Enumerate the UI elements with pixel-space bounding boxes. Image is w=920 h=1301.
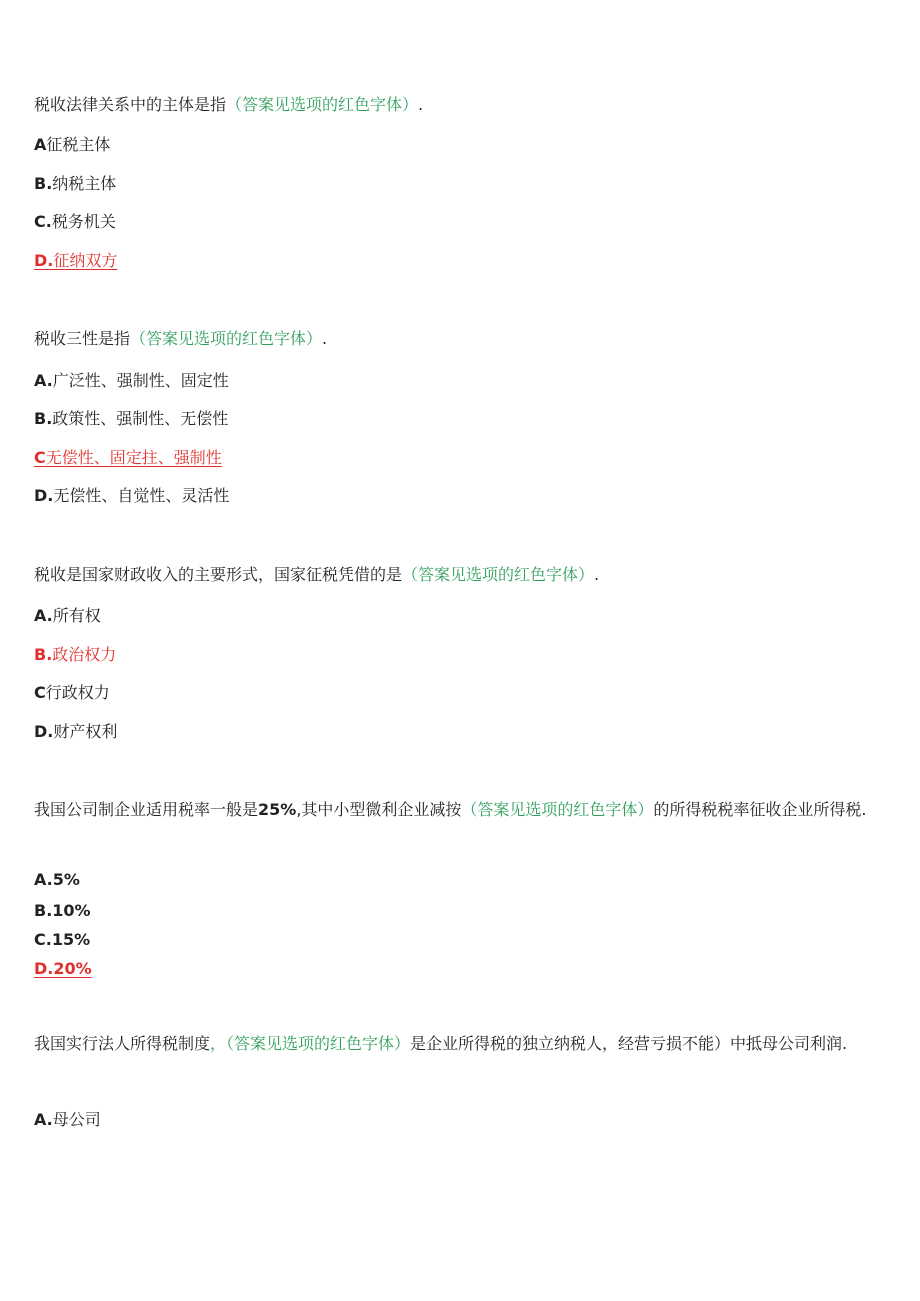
question-3-option-a: A.所有权 bbox=[34, 606, 101, 625]
question-2-option-c-correct: C无偿性、固定拄、强制性 bbox=[34, 448, 222, 467]
question-2-option-b: B.政策性、强制性、无偿性 bbox=[34, 409, 229, 428]
answer-hint: （答案见选项的红色字体） bbox=[226, 95, 419, 114]
question-4-option-c: C.15% bbox=[34, 930, 91, 949]
answer-hint: （答案见选项的红色字体） bbox=[461, 800, 654, 819]
question-3-option-c: C行政权力 bbox=[34, 683, 110, 702]
question-4-option-a: A.5% bbox=[34, 870, 80, 889]
question-1-option-b: B.纳税主体 bbox=[34, 174, 117, 193]
question-3-option-d: D.财产权利 bbox=[34, 722, 118, 741]
answer-hint: （答案见选项的红色字体） bbox=[130, 329, 323, 348]
question-1-option-d-correct: D.征纳双方 bbox=[34, 251, 118, 270]
question-4-option-b: B.10% bbox=[34, 901, 91, 920]
question-4-stem: 我国公司制企业适用税率一般是25%,其中小型微利企业减按（答案见选项的红色字体）的所得税税率征收企业所得税. bbox=[34, 800, 867, 819]
question-1-option-a: A征税主体 bbox=[34, 135, 111, 154]
answer-hint: ，（答案见选项的红色字体） bbox=[210, 1034, 411, 1053]
question-3-stem: 税收是国家财政收入的主要形式，国家征税凭借的是（答案见选项的红色字体）. bbox=[34, 565, 600, 584]
question-3-option-b-correct: B.政治权力 bbox=[34, 645, 117, 664]
question-2-option-d: D.无偿性、自觉性、灵活性 bbox=[34, 486, 230, 505]
question-2-option-a: A.广泛性、强制性、固定性 bbox=[34, 371, 229, 390]
question-1-option-c: C.税务机关 bbox=[34, 212, 116, 231]
question-5-stem: 我国实行法人所得税制度，（答案见选项的红色字体）是企业所得税的独立纳税人，经营亏损不能）中抵母公司利润. bbox=[34, 1034, 848, 1053]
question-1-stem: 税收法律关系中的主体是指（答案见选项的红色字体）. bbox=[34, 95, 424, 114]
question-4-option-d-correct: D.20% bbox=[34, 959, 92, 978]
question-2-stem: 税收三性是指（答案见选项的红色字体）. bbox=[34, 329, 328, 348]
answer-hint: （答案见选项的红色字体） bbox=[402, 565, 595, 584]
question-5-option-a: A.母公司 bbox=[34, 1110, 101, 1129]
